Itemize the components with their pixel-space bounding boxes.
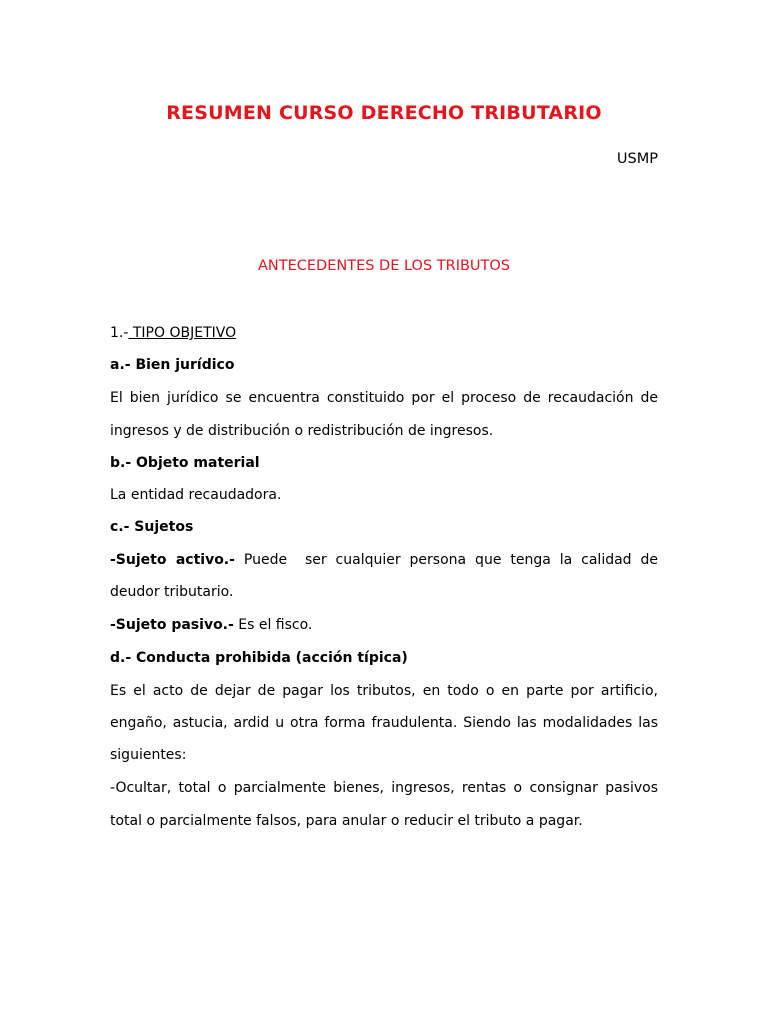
sujeto-activo-label: -Sujeto activo.- [110, 552, 235, 568]
paragraph-conducta-line3: siguientes: [110, 747, 187, 763]
paragraph-bien-juridico-line1: El bien jurídico se encuentra constituido por el proceso de recaudación de [110, 390, 658, 406]
document-title: RESUMEN CURSO DERECHO TRIBUTARIO [166, 102, 602, 124]
item1-heading [110, 324, 658, 342]
paragraph-conducta-line5: total o parcialmente falsos, para anular o reducir el tributo a pagar. [110, 813, 583, 829]
sujeto-activo-line2: deudor tributario. [110, 584, 234, 600]
sujeto-activo-text: Puede ser cualquier persona que tenga la calidad de [234, 552, 659, 568]
sujeto-pasivo-line [110, 616, 658, 634]
paragraph-objeto-material: La entidad recaudadora. [110, 487, 282, 503]
heading-bien-juridico: a.- Bien jurídico [110, 357, 235, 373]
paragraph-conducta-line2: engaño, astucia, ardid u otra forma fraudulenta. Siendo las modalidades las [110, 715, 658, 731]
sujeto-activo-line1 [110, 551, 658, 569]
heading-sujetos: c.- Sujetos [110, 519, 194, 535]
item1-number: 1.- [110, 325, 129, 341]
heading-conducta-prohibida: d.- Conducta prohibida (acción típica) [110, 650, 408, 666]
section-title: ANTECEDENTES DE LOS TRIBUTOS [257, 258, 511, 274]
paragraph-conducta-line1: Es el acto de dejar de pagar los tributos, en todo o en parte por artificio, [110, 683, 658, 699]
sujeto-pasivo-text: Es el fisco. [233, 617, 313, 633]
paragraph-bien-juridico-line2: ingresos y de distribución o redistribución de ingresos. [110, 423, 494, 439]
item1-title: TIPO OBJETIVO [128, 325, 237, 341]
heading-objeto-material: b.- Objeto material [110, 455, 260, 471]
institution-name: USMP [616, 151, 658, 167]
sujeto-pasivo-label: -Sujeto pasivo.- [110, 617, 234, 633]
paragraph-conducta-line4: -Ocultar, total o parcialmente bienes, ingresos, rentas o consignar pasivos [110, 780, 658, 796]
